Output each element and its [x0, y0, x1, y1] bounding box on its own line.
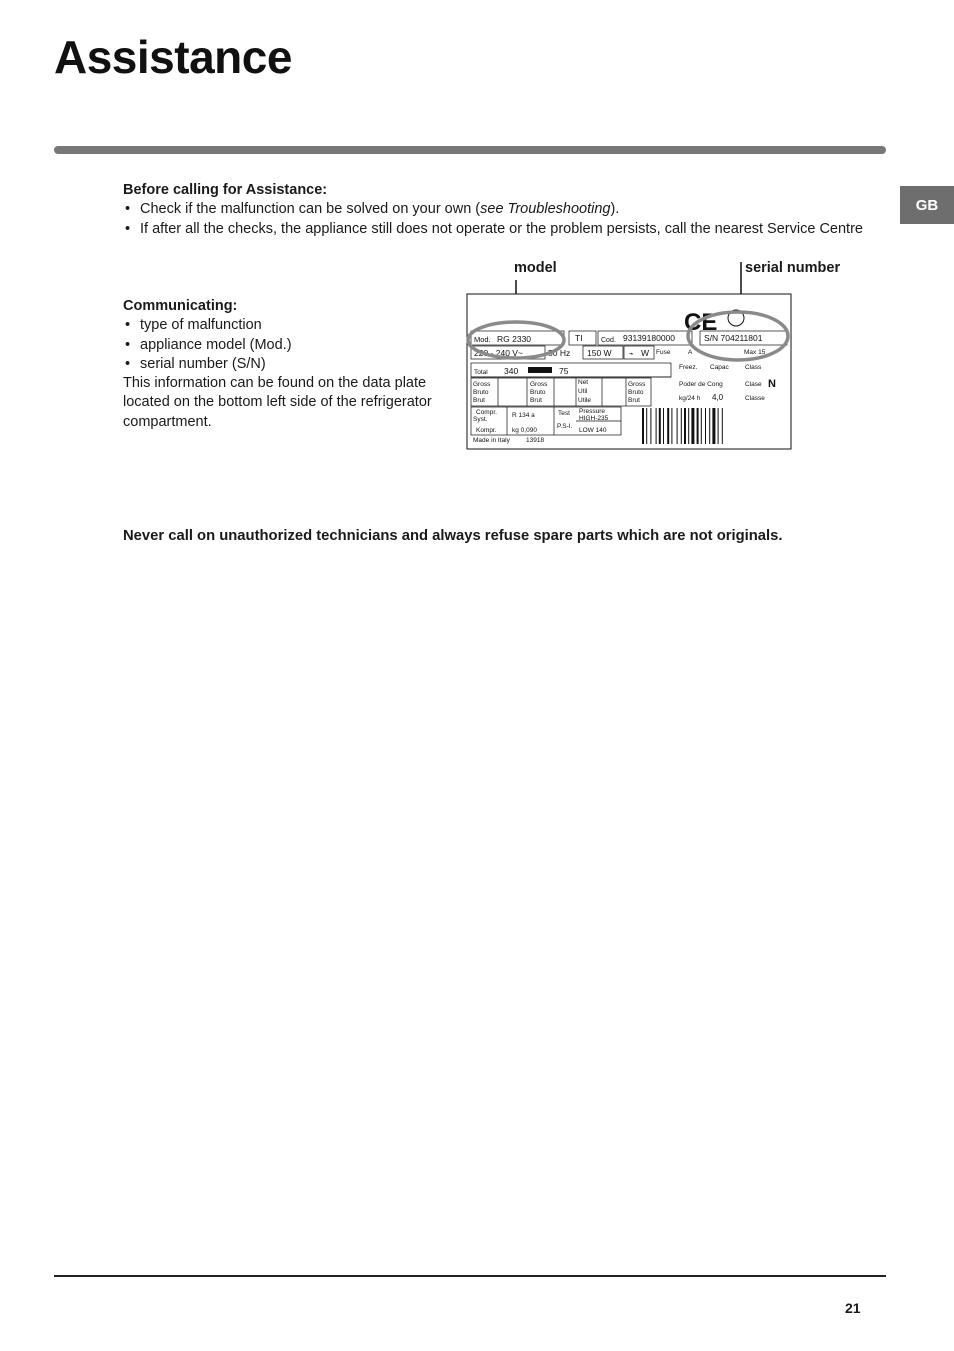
svg-text:Net: Net — [578, 379, 589, 386]
page-number: 21 — [845, 1300, 861, 1316]
list-item — [123, 200, 883, 219]
kg24-label: kg/24 h — [679, 395, 701, 402]
poder-label: Poder de Cong — [679, 381, 723, 388]
warning-text: Never call on unauthorized technicians and always refuse spare parts which are not originals. — [123, 528, 783, 544]
ti-label: TI — [575, 333, 583, 343]
fuse-label: Fuse — [656, 349, 671, 356]
class-label: Class — [745, 364, 762, 371]
capac-label: Capac — [710, 364, 729, 371]
frequency-value: 50 Hz — [548, 348, 571, 358]
ce-mark: CE — [684, 309, 718, 336]
language-tab: GB — [900, 186, 954, 224]
model-value: RG 2330 — [497, 334, 532, 344]
cod-value: 93139180000 — [623, 333, 676, 343]
svg-text:Utile: Utile — [578, 397, 592, 404]
svg-text:Gross: Gross — [530, 381, 548, 388]
classe-label: Classe — [745, 395, 765, 402]
max-value: Max 15 — [744, 349, 766, 356]
climate-class-value: N — [768, 378, 776, 390]
bullet1-suffix: ). — [610, 201, 620, 218]
svg-text:Bruto: Bruto — [628, 389, 644, 396]
amp-label: A — [688, 349, 693, 356]
star-rating-icon — [528, 367, 552, 373]
total-label: Total — [474, 369, 488, 376]
bullet2-text: If after all the checks, the appliance still does not operate or the problem persists, call the nearest Service Centre — [140, 220, 863, 237]
communicating-list — [123, 316, 443, 374]
svg-text:Bruto: Bruto — [473, 389, 489, 396]
lamp-icon: ⌁ — [629, 349, 634, 358]
before-calling-section — [123, 181, 883, 239]
list-item: • serial number (S/N) — [123, 355, 443, 374]
svg-text:Test: Test — [558, 410, 570, 417]
power-value: 150 W — [587, 348, 612, 358]
svg-text:Compr.: Compr. — [476, 409, 497, 416]
freezing-capacity-value: 4,0 — [712, 393, 724, 402]
freezer-volume-value: 75 — [559, 366, 569, 376]
svg-text:Kompr.: Kompr. — [476, 427, 497, 434]
communicating-heading: Communicating: — [123, 298, 238, 314]
svg-text:Brut: Brut — [530, 397, 542, 404]
svg-text:Brut: Brut — [628, 397, 640, 404]
mod-label: Mod. — [474, 335, 491, 344]
data-plate-location-note: This information can be found on the data plate located on the bottom left side of the refrigerator compartment. — [123, 375, 432, 430]
troubleshooting-reference: see Troubleshooting — [480, 201, 611, 218]
before-calling-list — [123, 200, 883, 239]
svg-text:Pressure: Pressure — [579, 408, 606, 415]
lamp-watt-label: W — [641, 348, 650, 358]
svg-text:Util: Util — [578, 388, 588, 395]
list-item: • appliance model (Mod.) — [123, 336, 443, 355]
made-in-label: Made in Italy — [473, 437, 510, 444]
voltage-value: 220 - 240 V~ — [474, 348, 523, 358]
svg-text:P.S-I.: P.S-I. — [557, 423, 573, 430]
data-plate-illustration — [466, 258, 796, 454]
svg-text:Gross: Gross — [628, 381, 646, 388]
svg-text:HIGH-235: HIGH-235 — [579, 415, 609, 422]
refrigerant-value: R 134 a — [512, 412, 535, 419]
page-title: Assistance — [54, 31, 292, 83]
header-rule — [54, 146, 886, 154]
svg-text:Brut: Brut — [473, 397, 485, 404]
svg-text:Syst.: Syst. — [473, 416, 488, 423]
production-code: 13918 — [526, 437, 545, 444]
clase-label: Clase — [745, 381, 762, 388]
serial-number-value: S/N 704211801 — [704, 333, 763, 343]
cod-label: Cod. — [601, 337, 616, 344]
bullet1-prefix: Check if the malfunction can be solved on your own ( — [140, 201, 481, 218]
list-item: • type of malfunction — [123, 316, 443, 335]
svg-text:LOW 140: LOW 140 — [579, 427, 607, 434]
footer-rule — [54, 1275, 886, 1277]
refrigerant-charge-value: kg 0,090 — [512, 427, 537, 434]
model-callout-label: model — [514, 260, 557, 276]
serial-number-callout-label: serial number — [745, 260, 841, 276]
freez-label: Freez. — [679, 364, 698, 371]
before-calling-heading: Before calling for Assistance: — [123, 182, 328, 198]
svg-text:Bruto: Bruto — [530, 389, 546, 396]
svg-text:Gross: Gross — [473, 381, 491, 388]
list-item — [123, 220, 883, 239]
total-volume-value: 340 — [504, 366, 519, 376]
communicating-section — [123, 297, 443, 432]
